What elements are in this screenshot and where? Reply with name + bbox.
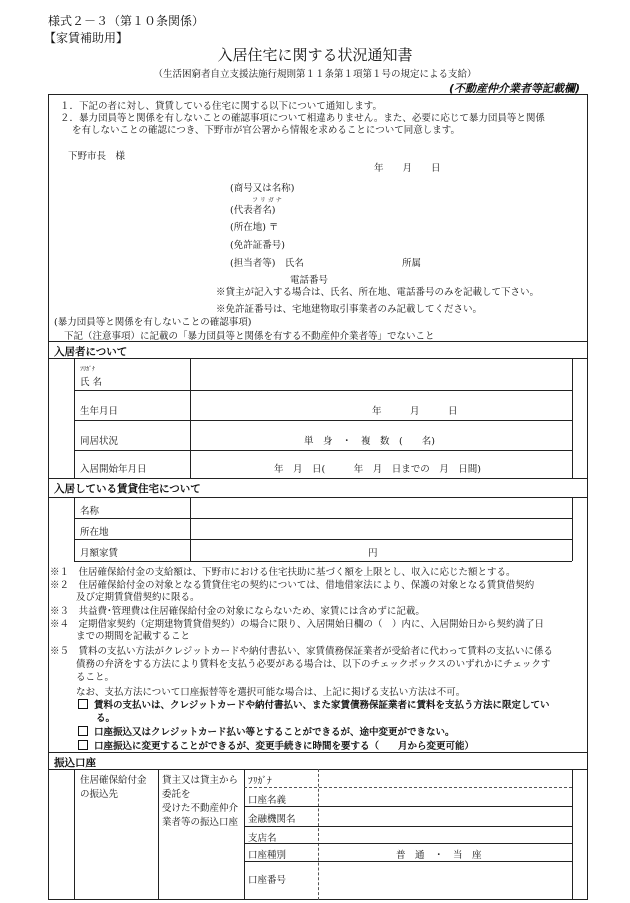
note-3: ※３ 共益費･管理費は住居確保給付金の対象にならないため、家賃には含めずに記載。 (50, 606, 425, 617)
entry-note: (不動産仲介業者等記載欄) (448, 82, 580, 95)
note-5d: なお、支払方法について口座振替等を選択可能な場合は、上記に掲げる支払い方法は不可。 (76, 687, 466, 698)
phone-label: 電話番号 (290, 275, 329, 286)
housing-location-label: 所在地 (80, 527, 109, 538)
birth-label: 生年月日 (80, 406, 119, 417)
checkbox-option-1[interactable] (78, 697, 549, 711)
account-type-value: 普 通 ・ 当 座 (396, 850, 482, 861)
note-license: ※免許証番号は、宅地建物取引事業者のみ記載してください。 (216, 304, 483, 315)
resident-name-label: 氏 名 (80, 377, 103, 388)
bank-owner-label-a: 貸主又は貸主から (162, 775, 239, 786)
bank-owner-label-c: 受けた不動産仲介 (162, 803, 239, 814)
checkbox-1-icon[interactable] (78, 699, 88, 709)
notice-date: 年 月 日 (374, 163, 441, 174)
address-label: (所在地) 〒 (230, 222, 279, 233)
note-landlord: ※貸主が記入する場合は、氏名、所在地、電話番号のみを記載して下さい。 (216, 287, 540, 298)
cohabit-label: 同居状況 (80, 436, 119, 447)
housing-section-title: 入居している賃貸住宅について (54, 483, 201, 495)
bank-section-title: 振込口座 (54, 757, 96, 769)
cohabit-value: 単 身 ・ 複 数 ( 名) (304, 436, 435, 447)
note-4a: ※４ 定期借家契約（定期建物賃貸借契約）の場合に限り、入居開始日欄の（ ）内に、入居開始日から契約満了日 (50, 619, 545, 630)
document-subtitle: （生活困窮者自立支援法施行規則第１１条第１項第１号の規定による支給） (153, 69, 477, 80)
checkbox-1-label: 賃料の支払いは、クレジットカードや納付書払い、また家賃債務保証業者に賃料を支払う方法に限定してい (94, 700, 550, 711)
resident-furigana: ﾌﾘｶﾞﾅ (80, 366, 96, 373)
note-4b: までの期間を記載すること (76, 631, 191, 642)
housing-name-label: 名称 (80, 506, 100, 517)
representative-furigana: フ リ ガ ナ (252, 197, 282, 204)
bank-owner-label-d: 業者等の振込口座 (162, 817, 239, 828)
intro-line-1: １．下記の者に対し、貸賃している住宅に関する以下について通知します。 (60, 101, 383, 112)
rent-label: 月額家賃 (80, 548, 119, 559)
account-name-label: 口座名義 (248, 795, 287, 806)
note-2a: ※２ 住居確保給付金の対象となる賃貸住宅の契約については、借地借家法により、保護の対象となる賃貸借契約 (50, 580, 535, 591)
checkbox-3-icon[interactable] (78, 740, 88, 750)
bank-destination-label-a: 住居確保給付金 (80, 775, 147, 786)
checkbox-2-label: 口座振込又はクレジットカード払い等とすることができるが、途中変更ができない。 (94, 727, 455, 738)
resident-section-title: 入居者について (54, 346, 128, 358)
note-5a: ※５ 賃料の支払い方法がクレジットカードや納付書払い、家賃債務保証業者が受給者に代わって賃料の支払いに係る (50, 646, 553, 657)
license-label: (免許証番号) (230, 240, 285, 251)
checkbox-3-label: 口座振込に変更することができるが、変更手続きに時間を要する（ 月から変更可能） (94, 741, 475, 752)
document-title: 入居住宅に関する状況通知書 (217, 46, 413, 64)
checkbox-1-label-cont: る。 (96, 713, 116, 724)
rent-unit: 円 (368, 548, 378, 559)
representative-label: (代表者名) (230, 205, 276, 216)
staff-label: (担当者等) 氏名 (230, 258, 304, 269)
bank-name-label: 金融機関名 (248, 814, 296, 825)
checkbox-option-2[interactable] (78, 724, 454, 738)
company-name-label: (商号又は名称) (230, 183, 295, 194)
start-value: 年 月 日( 年 月 日までの 月 日間) (274, 464, 481, 475)
form-number: 様式２－３（第１０条関係） (48, 14, 205, 28)
note-5b: 債務の弁済をする方法により賃料を支払う必要がある場合は、以下のチェックボックスのいずれかにチェックす (76, 659, 551, 670)
bank-owner-label-b: 委託を (162, 789, 191, 800)
account-type-label: 口座種別 (248, 850, 287, 861)
intro-line-2a: ２．暴力団員等と関係を有しないことの確認事項について相違ありません。また、必要に応じて暴力団員等と関係 (60, 113, 545, 124)
bank-furigana-label: ﾌﾘｶﾞﾅ (248, 776, 272, 787)
form-category: 【家賃補助用】 (44, 31, 129, 45)
birth-value: 年 月 日 (372, 406, 458, 417)
checkbox-option-3[interactable] (78, 738, 474, 752)
start-label: 入居開始年月日 (80, 464, 147, 475)
bank-destination-label-b: の振込先 (80, 789, 119, 800)
confirm-heading: (暴力団員等と関係を有しないことの確認事項) (54, 317, 252, 328)
account-number-label: 口座番号 (248, 875, 287, 886)
note-5c: ること。 (76, 672, 115, 683)
note-2b: 及び定期賃貸借契約に限る。 (76, 592, 200, 603)
intro-line-2b: を有しないことの確認につき、下野市が官公署から情報を求めることについて同意します。 (72, 125, 460, 136)
addressee: 下野市長 様 (68, 151, 126, 162)
affiliation-label: 所属 (402, 258, 422, 269)
confirm-text: 下記（注意事項）に記載の「暴力団員等と関係を有する不動産仲介業者等」でないこと (64, 331, 435, 342)
note-1: ※１ 住居確保給付金の支給額は、下野市における住宅扶助に基づく額を上限とし、収入に応じた額とする。 (50, 567, 516, 578)
branch-name-label: 支店名 (248, 833, 277, 844)
checkbox-2-icon[interactable] (78, 726, 88, 736)
